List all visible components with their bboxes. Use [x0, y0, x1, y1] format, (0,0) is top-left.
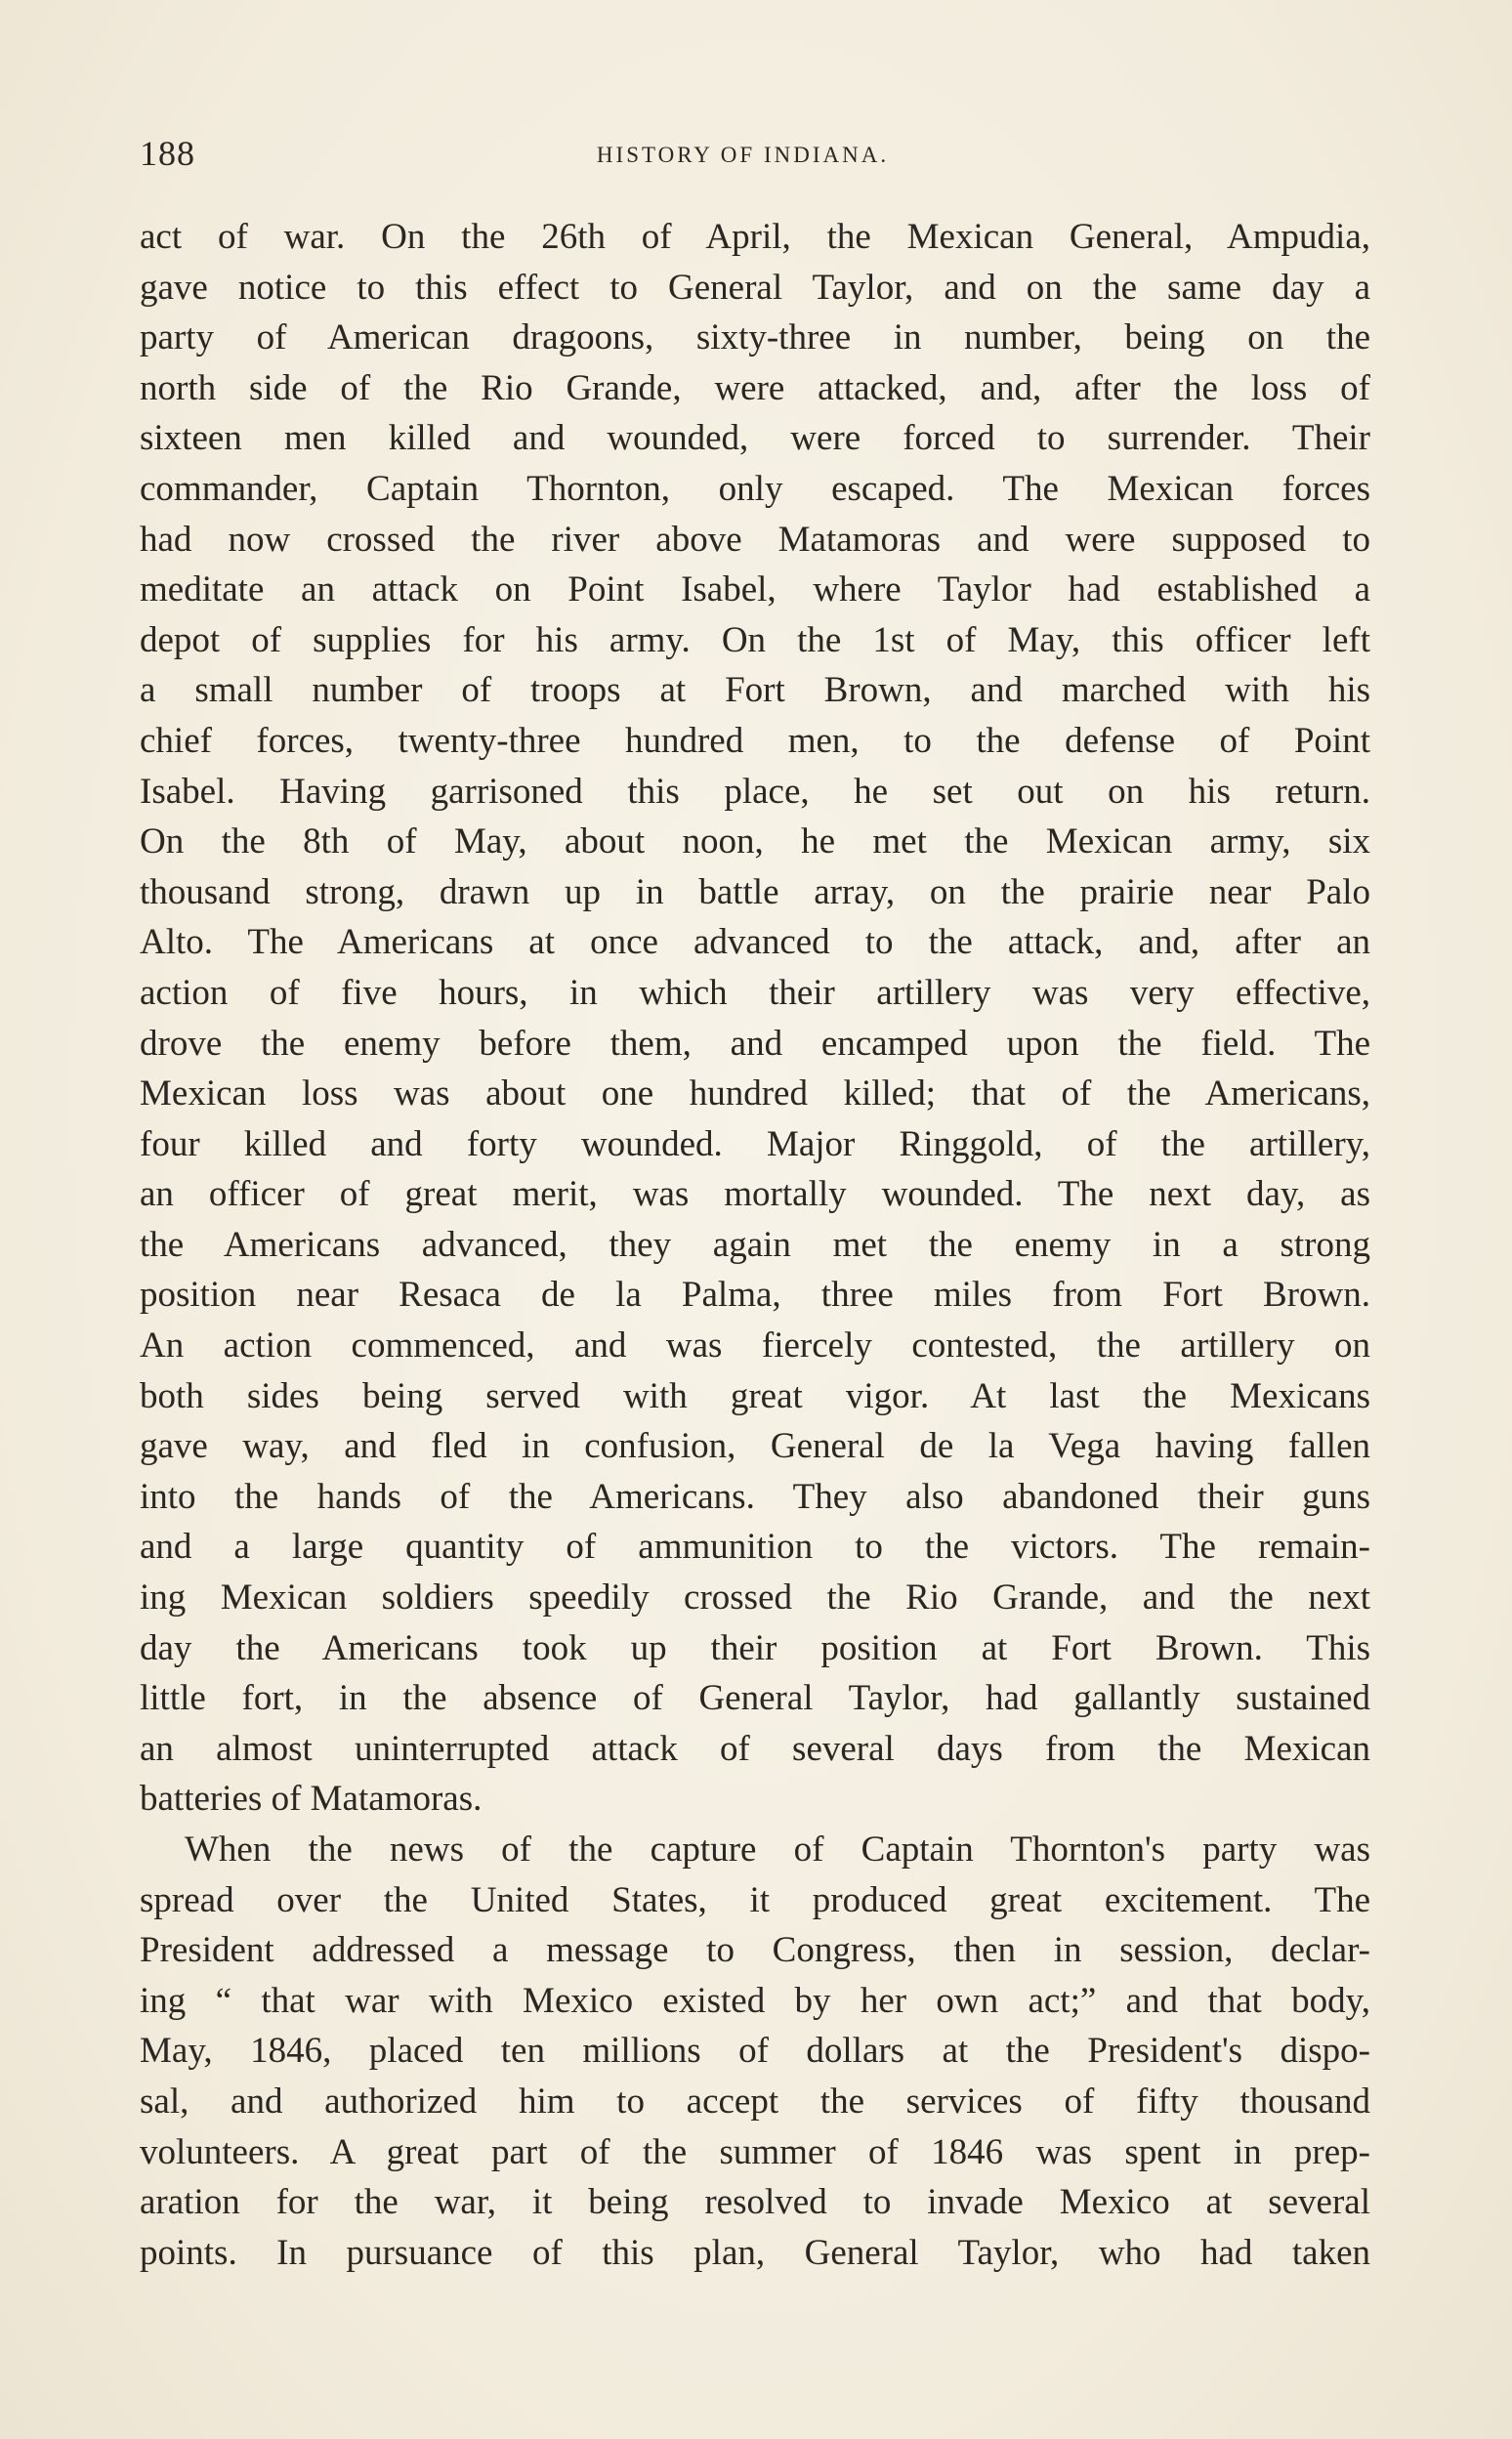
- text-line: day the Americans took up their position at Fort Brown. This: [140, 1627, 1370, 1668]
- body-text: [140, 212, 1370, 2278]
- text-line: both sides being served with great vigor. At last the Mexicans: [140, 1375, 1370, 1416]
- page-number: 188: [140, 134, 195, 173]
- text-line: An action commenced, and was fiercely contested, the artillery on: [140, 1325, 1370, 1367]
- book-title: HISTORY OF INDIANA.: [596, 143, 890, 167]
- text-line: On the 8th of May, about noon, he met the Mexican army, six: [140, 821, 1370, 862]
- text-line: little fort, in the absence of General Taylor, had gallantly sustained: [140, 1678, 1370, 1719]
- running-head: [140, 133, 1375, 182]
- text-line: party of American dragoons, sixty-three in number, being on the: [140, 317, 1370, 358]
- text-line: sal, and authorized him to accept the services of fifty thousand: [140, 2081, 1370, 2122]
- text-line: When the news of the capture of Captain Thornton's party was: [185, 1829, 1370, 1870]
- text-line: batteries of Matamoras.: [140, 1779, 483, 1820]
- text-line: Isabel. Having garrisoned this place, he set out on his return.: [140, 771, 1370, 812]
- text-line: sixteen men killed and wounded, were forced to surrender. Their: [140, 418, 1370, 459]
- text-line: ing “ that war with Mexico existed by her own act;” and that body,: [140, 1980, 1370, 2021]
- text-line: depot of supplies for his army. On the 1st of May, this officer left: [140, 619, 1370, 660]
- text-line: May, 1846, placed ten millions of dollars at the President's dispo-: [140, 2031, 1370, 2072]
- text-line: had now crossed the river above Matamoras and were supposed to: [140, 519, 1370, 560]
- text-line: drove the enemy before them, and encamped upon the field. The: [140, 1023, 1370, 1064]
- text-line: the Americans advanced, they again met the enemy in a strong: [140, 1224, 1370, 1265]
- text-line: four killed and forty wounded. Major Ringgold, of the artillery,: [140, 1123, 1370, 1164]
- text-line: volunteers. A great part of the summer of 1846 was spent in prep-: [140, 2131, 1370, 2172]
- text-line: and a large quantity of ammunition to the victors. The remain-: [140, 1527, 1370, 1568]
- text-line: ing Mexican soldiers speedily crossed the Rio Grande, and the next: [140, 1577, 1370, 1619]
- text-line: chief forces, twenty-three hundred men, to the defense of Point: [140, 720, 1370, 761]
- text-line: action of five hours, in which their artillery was very effective,: [140, 972, 1370, 1013]
- text-line: into the hands of the Americans. They also abandoned their guns: [140, 1476, 1370, 1517]
- text-line: position near Resaca de la Palma, three miles from Fort Brown.: [140, 1275, 1370, 1316]
- text-line: gave notice to this effect to General Taylor, and on the same day a: [140, 267, 1370, 308]
- text-line: gave way, and fled in confusion, General de la Vega having fallen: [140, 1426, 1370, 1467]
- text-line: President addressed a message to Congress, then in session, declar-: [140, 1930, 1370, 1971]
- text-line: act of war. On the 26th of April, the Mexican General, Ampudia,: [140, 217, 1370, 257]
- text-line: Alto. The Americans at once advanced to the attack, and, after an: [140, 922, 1370, 963]
- text-line: aration for the war, it being resolved to invade Mexico at several: [140, 2182, 1370, 2223]
- text-line: points. In pursuance of this plan, General Taylor, who had taken: [140, 2232, 1370, 2273]
- text-line: an almost uninterrupted attack of several days from the Mexican: [140, 1728, 1370, 1769]
- text-line: meditate an attack on Point Isabel, where Taylor had established a: [140, 569, 1370, 610]
- text-line: Mexican loss was about one hundred killed; that of the Americans,: [140, 1073, 1370, 1114]
- paragraph-1: [140, 212, 1370, 1825]
- text-line: a small number of troops at Fort Brown, and marched with his: [140, 670, 1370, 711]
- text-line: north side of the Rio Grande, were attacked, and, after the loss of: [140, 367, 1370, 408]
- text-line: commander, Captain Thornton, only escaped. The Mexican forces: [140, 468, 1370, 509]
- text-line: an officer of great merit, was mortally wounded. The next day, as: [140, 1174, 1370, 1215]
- paragraph-2: [140, 1825, 1370, 2278]
- text-line: thousand strong, drawn up in battle array, on the prairie near Palo: [140, 871, 1370, 912]
- text-line: spread over the United States, it produced great excitement. The: [140, 1879, 1370, 1920]
